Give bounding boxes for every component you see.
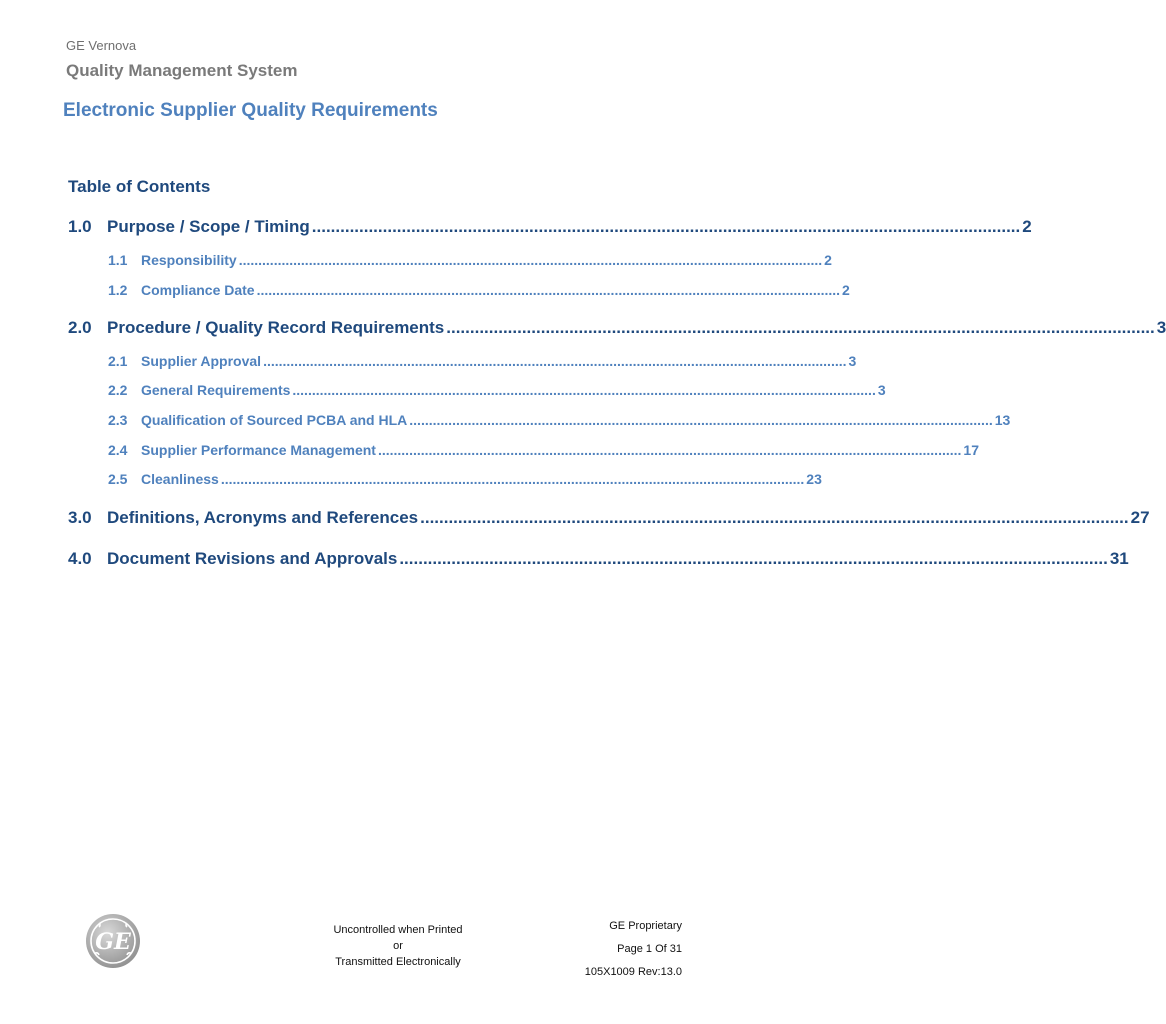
- document-title: Electronic Supplier Quality Requirements: [63, 100, 438, 121]
- toc-entry-page: 27: [1130, 508, 1150, 527]
- control-notice: [298, 922, 498, 970]
- dot-leader: ......................................................................................................................................................: [377, 442, 962, 458]
- toc-entry-page: 13: [994, 412, 1011, 428]
- toc-entry-title: Supplier Performance Management: [141, 442, 376, 458]
- toc-entry-4-0[interactable]: [68, 549, 1129, 569]
- toc-entry-title: Purpose / Scope / Timing: [107, 217, 310, 236]
- dot-leader: ......................................................................................................................................................: [409, 412, 993, 428]
- control-line-2: or: [393, 940, 403, 952]
- toc-entry-number: 2.5: [108, 471, 128, 487]
- toc-entry-title: General Requirements: [141, 382, 291, 398]
- toc-entry-1-2[interactable]: [108, 282, 850, 298]
- dot-leader: ......................................................................................................................................................: [420, 508, 1129, 527]
- toc-entry-title: Compliance Date: [141, 282, 255, 298]
- system-name: Quality Management System: [66, 61, 298, 80]
- toc-entry-page: 23: [806, 471, 822, 487]
- toc-entry-title: Definitions, Acronyms and References: [107, 508, 419, 527]
- toc-entry-title: Document Revisions and Approvals: [107, 549, 398, 568]
- dot-leader: ......................................................................................................................................................: [263, 353, 847, 369]
- toc-entry-2-5[interactable]: [108, 471, 822, 487]
- toc-entry-2-3[interactable]: [108, 412, 1011, 428]
- footer-meta: [502, 915, 682, 984]
- toc-entry-title: Supplier Approval: [141, 353, 262, 369]
- toc-entry-2-2[interactable]: [108, 382, 886, 398]
- dot-leader: ......................................................................................................................................................: [311, 217, 1021, 236]
- toc-heading: Table of Contents: [68, 177, 211, 196]
- toc-entry-number: 1.2: [108, 282, 128, 298]
- toc-entry-3-0[interactable]: [68, 508, 1150, 528]
- control-line-1: Uncontrolled when Printed: [333, 924, 463, 936]
- dot-leader: ......................................................................................................................................................: [292, 382, 876, 398]
- control-line-3: Transmitted Electronically: [335, 956, 461, 968]
- toc-entry-title: Qualification of Sourced PCBA and HLA: [141, 412, 408, 428]
- toc-entry-1-0[interactable]: [68, 217, 1032, 237]
- ge-monogram-icon: [85, 913, 141, 969]
- toc-entry-number: 2.3: [108, 412, 128, 428]
- toc-entry-page: 2: [824, 252, 832, 268]
- dot-leader: ......................................................................................................................................................: [256, 282, 841, 298]
- toc-entry-2-1[interactable]: [108, 353, 857, 369]
- svg-text:GE: GE: [95, 929, 131, 955]
- toc-entry-page: 17: [963, 442, 979, 458]
- dot-leader: ......................................................................................................................................................: [220, 471, 805, 487]
- toc-entry-2-0[interactable]: [68, 318, 1166, 338]
- toc-entry-title: Procedure / Quality Record Requirements: [107, 318, 445, 337]
- dot-leader: ......................................................................................................................................................: [446, 318, 1155, 337]
- toc-entry-page: 3: [877, 382, 886, 398]
- toc-entry-1-1[interactable]: [108, 252, 832, 268]
- company-name: GE Vernova: [66, 38, 137, 53]
- page-number: Page 1 Of 31: [617, 943, 682, 955]
- toc-entry-2-4[interactable]: [108, 442, 979, 458]
- toc-entry-page: 2: [1022, 217, 1032, 236]
- toc-entry-number: 1.1: [108, 252, 128, 268]
- classification: GE Proprietary: [609, 920, 682, 932]
- toc-entry-page: 3: [848, 353, 857, 369]
- toc-entry-number: 4.0: [68, 549, 92, 568]
- toc-entry-number: 2.2: [108, 382, 128, 398]
- toc-entry-page: 2: [842, 282, 850, 298]
- dot-leader: ......................................................................................................................................................: [238, 252, 823, 268]
- document-number: 105X1009 Rev:13.0: [584, 966, 682, 978]
- dot-leader: ......................................................................................................................................................: [399, 549, 1108, 568]
- toc-entry-page: 3: [1156, 318, 1166, 337]
- toc-entry-title: Cleanliness: [141, 471, 219, 487]
- toc-entry-number: 2.1: [108, 353, 128, 369]
- toc-entry-number: 1.0: [68, 217, 92, 236]
- toc-entry-page: 31: [1109, 549, 1129, 568]
- toc-entry-number: 2.4: [108, 442, 128, 458]
- toc-entry-title: Responsibility: [141, 252, 237, 268]
- toc-entry-number: 2.0: [68, 318, 92, 337]
- toc-entry-number: 3.0: [68, 508, 92, 527]
